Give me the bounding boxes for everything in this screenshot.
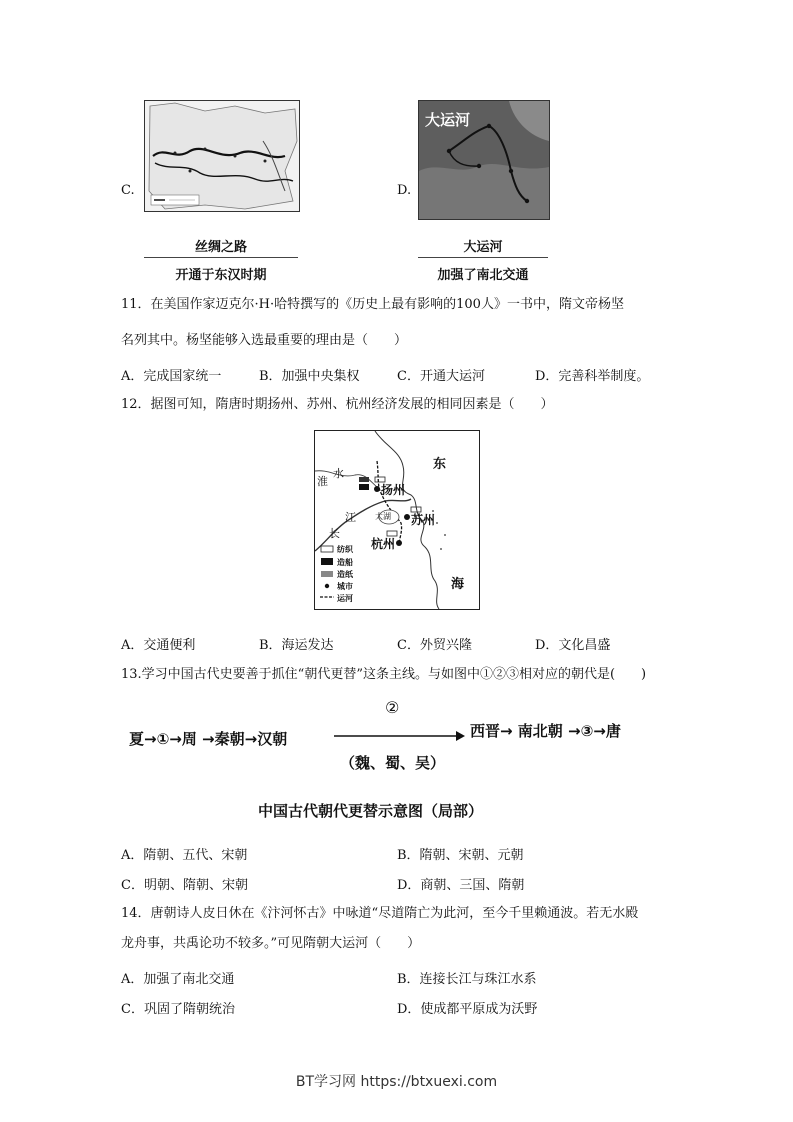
legend-textile: 纺织 bbox=[337, 545, 353, 554]
option-c-label: C. bbox=[121, 183, 135, 198]
grand-canal-map-title: 大运河 bbox=[463, 240, 503, 255]
q14-stem-line2: 龙舟事，共禹论功不较多。”可见隋朝大运河（ ） bbox=[121, 936, 421, 951]
three-kingdoms-note: （魏、蜀、吴） bbox=[340, 754, 446, 772]
q11-stem-line1: 11．在美国作家迈克尔·H·哈特撰写的《历史上最有影响的100人》一书中，隋文帝杨坚 bbox=[121, 297, 624, 312]
dynasty-diagram-caption: 中国古代朝代更替示意图（局部） bbox=[258, 802, 484, 820]
option-d-caption: 加强了南北交通 bbox=[437, 268, 529, 283]
legend-papermaking: 造纸 bbox=[337, 570, 353, 579]
q13-option-c: C．明朝、隋朝、宋朝 bbox=[121, 878, 248, 893]
dynasty-chain-left: 夏→①→周 →秦朝→汉朝 bbox=[129, 730, 288, 748]
q11-option-a: A．完成国家统一 bbox=[121, 369, 222, 384]
option-d-label: D. bbox=[397, 183, 412, 198]
q14-option-b: B．连接长江与珠江水系 bbox=[397, 972, 537, 987]
q11-option-b: B．加强中央集权 bbox=[259, 369, 360, 384]
map-city-suzhou: 苏州 bbox=[411, 513, 436, 527]
q11-stem-line2: 名列其中。杨坚能够入选最重要的理由是（ ） bbox=[121, 333, 408, 348]
map-city-yangzhou: 扬州 bbox=[381, 483, 406, 497]
q12-option-c: C．外贸兴隆 bbox=[397, 638, 472, 653]
silk-road-map bbox=[144, 100, 300, 212]
yangzhou-suzhou-hangzhou-map bbox=[314, 430, 480, 610]
silk-road-map-title: 丝绸之路 bbox=[194, 240, 247, 255]
q14-stem-line1: 14．唐朝诗人皮日休在《汴河怀古》中咏道“尽道隋亡为此河，至今千里赖通波。若无水殿 bbox=[121, 906, 639, 921]
grand-canal-map bbox=[418, 100, 550, 220]
q11-option-d: D．完善科举制度。 bbox=[535, 369, 650, 384]
legend-shipbuilding: 造船 bbox=[337, 558, 353, 567]
map-label-hai: 海 bbox=[451, 577, 465, 592]
dynasty-chain-right: 西晋→ 南北朝 →③→唐 bbox=[470, 722, 621, 740]
map-city-hangzhou: 杭州 bbox=[371, 537, 396, 551]
legend-city: 城市 bbox=[337, 582, 353, 591]
grand-canal-inset-title: 大运河 bbox=[425, 111, 471, 129]
dynasty-long-arrow bbox=[334, 729, 466, 743]
q13-option-a: A．隋朝、五代、宋朝 bbox=[121, 848, 248, 863]
map-label-taihu: 太湖 bbox=[375, 512, 391, 521]
map-label-huai: 淮 bbox=[317, 475, 328, 488]
q14-option-d: D．使成都平原成为沃野 bbox=[397, 1002, 538, 1017]
q12-option-a: A．交通便利 bbox=[121, 638, 196, 653]
map-label-shui: 水 bbox=[333, 467, 344, 480]
silk-road-map-drawing bbox=[145, 101, 299, 211]
q14-option-c: C．巩固了隋朝统治 bbox=[121, 1002, 235, 1017]
dynasty-mark-2: ② bbox=[385, 698, 400, 717]
map-label-chang: 长 bbox=[329, 527, 340, 540]
divider bbox=[418, 257, 548, 258]
q12-stem: 12．据图可知，隋唐时期扬州、苏州、杭州经济发展的相同因素是（ ） bbox=[121, 397, 554, 412]
q12-option-b: B．海运发达 bbox=[259, 638, 334, 653]
map-label-dong: 东 bbox=[433, 457, 447, 472]
q13-option-b: B．隋朝、宋朝、元朝 bbox=[397, 848, 524, 863]
legend-canal: 运河 bbox=[337, 594, 353, 603]
q13-option-d: D．商朝、三国、隋朝 bbox=[397, 878, 525, 893]
q12-option-d: D．文化昌盛 bbox=[535, 638, 611, 653]
divider bbox=[144, 257, 298, 258]
footer-site-link[interactable]: BT学习网 https://btxuexi.com bbox=[295, 1074, 498, 1090]
q13-stem: 13.学习中国古代史要善于抓住“朝代更替”这条主线。与如图中①②③相对应的朝代是( ) bbox=[121, 667, 647, 682]
option-c-caption: 开通于东汉时期 bbox=[175, 268, 267, 283]
map-label-jiang: 江 bbox=[345, 511, 356, 524]
q11-option-c: C．开通大运河 bbox=[397, 369, 485, 384]
q14-option-a: A．加强了南北交通 bbox=[121, 972, 235, 987]
